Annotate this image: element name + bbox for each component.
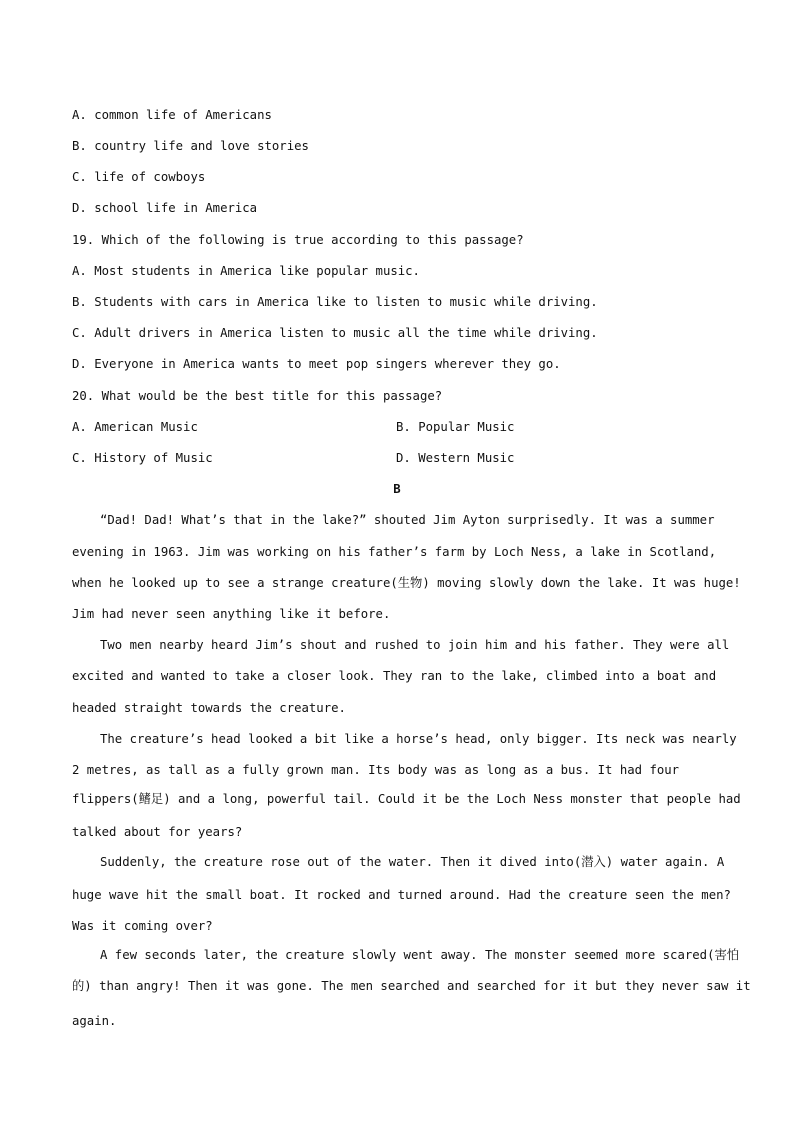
q19-option-b: B. Students with cars in America like to listen to music while driving. [72, 295, 598, 309]
passage-line: 的) than angry! Then it was gone. The men searched and searched for it but they never saw it [72, 979, 751, 993]
passage-line: A few seconds later, the creature slowly went away. The monster seemed more scared(害怕 [100, 948, 740, 962]
passage-line: when he looked up to see a strange creature(生物) moving slowly down the lake. It was huge! [72, 576, 741, 590]
passage-line: Was it coming over? [72, 919, 213, 933]
passage-line: headed straight towards the creature. [72, 701, 346, 715]
q20-option-b: B. Popular Music [396, 420, 515, 434]
section-b-heading: B [393, 482, 401, 496]
passage-line: huge wave hit the small boat. It rocked and turned around. Had the creature seen the men? [72, 888, 731, 902]
q18-option-b: B. country life and love stories [72, 139, 309, 153]
q20-option-d: D. Western Music [396, 451, 515, 465]
passage-line: again. [72, 1014, 117, 1028]
passage-line: The creature’s head looked a bit like a horse’s head, only bigger. Its neck was nearly [100, 732, 737, 746]
q19-stem: 19. Which of the following is true according to this passage? [72, 233, 524, 247]
q18-option-a: A. common life of Americans [72, 108, 272, 122]
q19-option-a: A. Most students in America like popular music. [72, 264, 420, 278]
passage-line: flippers(鳍足) and a long, powerful tail. Could it be the Loch Ness monster that people had [72, 792, 741, 806]
passage-line: excited and wanted to take a closer look. They ran to the lake, climbed into a boat and [72, 669, 717, 683]
q20-stem: 20. What would be the best title for this passage? [72, 389, 443, 403]
q20-option-a: A. American Music [72, 420, 198, 434]
q19-option-d: D. Everyone in America wants to meet pop singers wherever they go. [72, 357, 561, 371]
passage-line: evening in 1963. Jim was working on his father’s farm by Loch Ness, a lake in Scotland, [72, 545, 717, 559]
passage-line: Jim had never seen anything like it before. [72, 607, 391, 621]
passage-line: Two men nearby heard Jim’s shout and rushed to join him and his father. They were all [100, 638, 730, 652]
passage-line: “Dad! Dad! What’s that in the lake?” shouted Jim Ayton surprisedly. It was a summer [100, 513, 715, 527]
passage-line: 2 metres, as tall as a fully grown man. Its body was as long as a bus. It had four [72, 763, 680, 777]
q19-option-c: C. Adult drivers in America listen to music all the time while driving. [72, 326, 598, 340]
q18-option-c: C. life of cowboys [72, 170, 206, 184]
q18-option-d: D. school life in America [72, 201, 258, 215]
passage-line: talked about for years? [72, 825, 243, 839]
q20-option-c: C. History of Music [72, 451, 213, 465]
passage-line: Suddenly, the creature rose out of the water. Then it dived into(潜入) water again. A [100, 855, 725, 869]
